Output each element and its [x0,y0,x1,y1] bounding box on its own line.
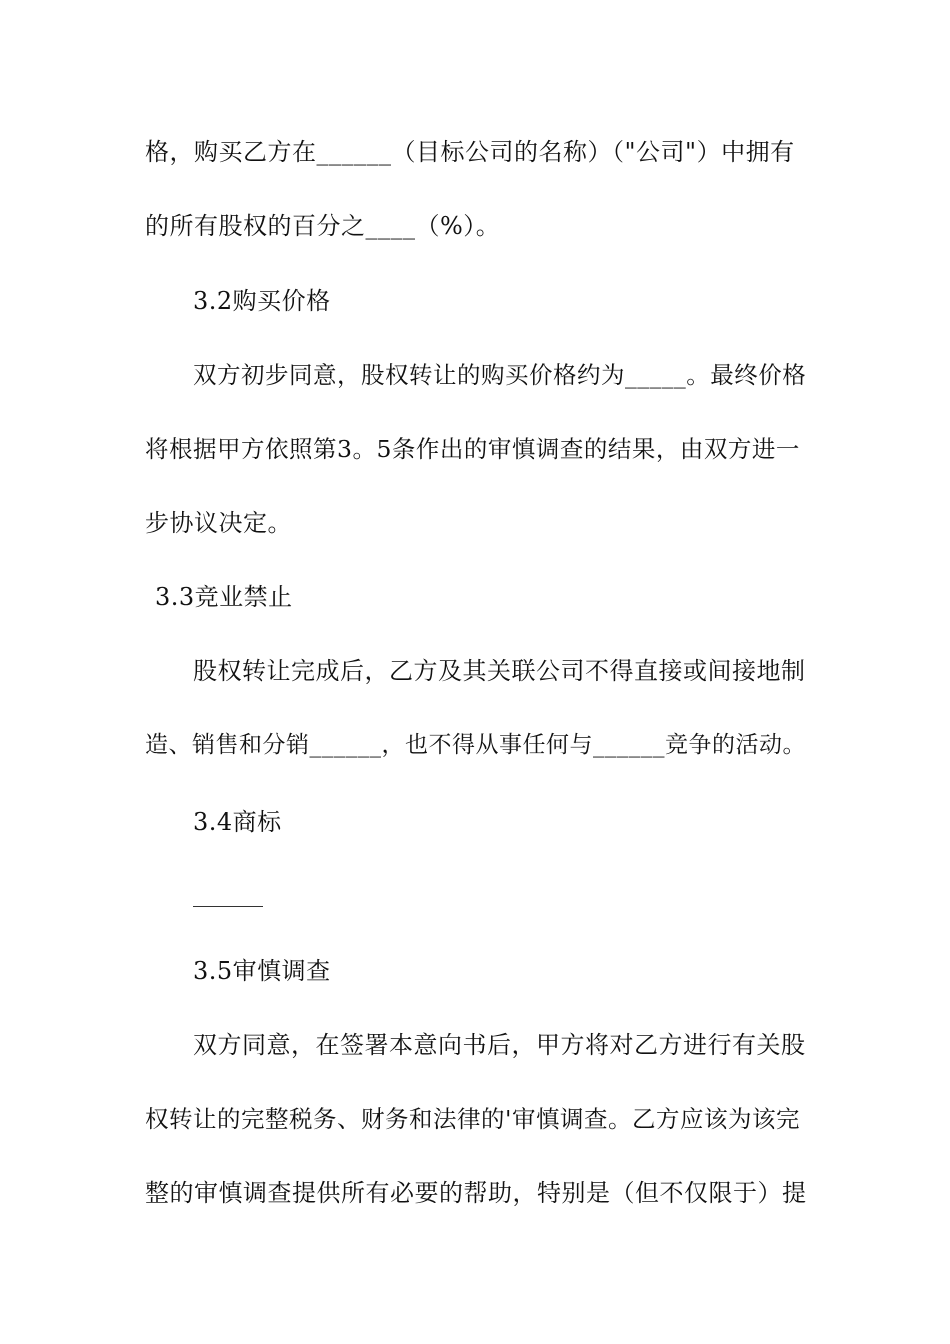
paragraph-line: 造、销售和分销______，也不得从事任何与______竞争的活动。 [145,732,806,758]
paragraph-line: 步协议决定。 [145,509,292,537]
blank-fill-line [193,906,263,907]
section-heading-3-4: 3.4商标 [193,808,282,836]
section-heading-3-5: 3.5审慎调查 [193,957,331,985]
section-heading-3-2: 3.2购买价格 [193,287,331,315]
paragraph-line: 双方同意，在签署本意向书后，甲方将对乙方进行有关股 [193,1031,806,1059]
paragraph-line: 股权转让完成后，乙方及其关联公司不得直接或间接地制 [193,657,806,685]
paragraph-line: 双方初步同意，股权转让的购买价格约为_____。最终价格 [193,361,807,389]
section-heading-3-3: 3.3竞业禁止 [155,583,293,611]
paragraph-line: 格，购买乙方在______（目标公司的名称）（"公司"）中拥有 [145,138,795,166]
paragraph-line: 整的审慎调查提供所有必要的帮助，特别是（但不仅限于）提 [145,1179,807,1207]
paragraph-line: 将根据甲方依照第3。5条作出的审慎调查的结果，由双方进一 [145,435,800,463]
paragraph-line: 权转让的完整税务、财务和法律的'审慎调查。乙方应该为该完 [145,1105,800,1133]
paragraph-line: 的所有股权的百分之____（%）。 [145,212,501,240]
